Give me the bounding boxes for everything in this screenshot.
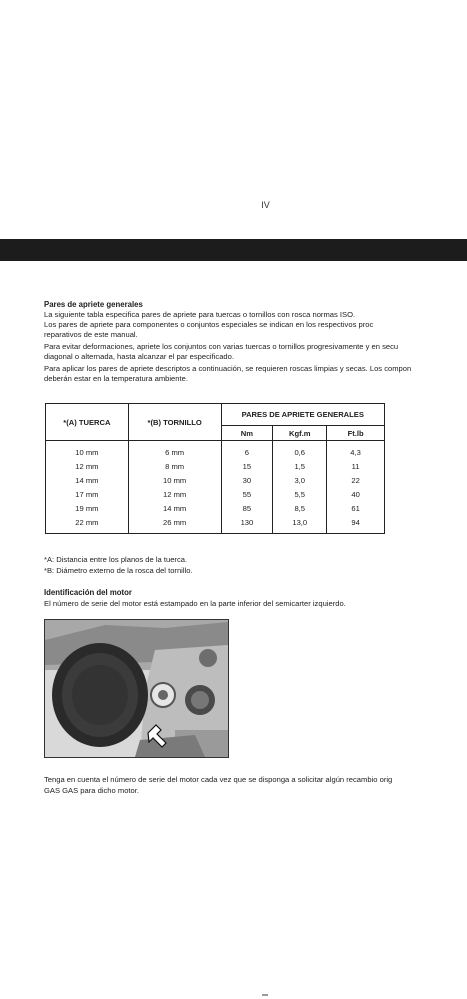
engine-id-heading: Identificación del motor bbox=[44, 588, 132, 597]
table-cell: 10 mm bbox=[46, 441, 129, 460]
footer-line: GAS GAS para dicho motor. bbox=[44, 786, 139, 795]
table-cell: 13,0 bbox=[273, 515, 327, 534]
table-cell: 26 mm bbox=[128, 515, 221, 534]
general-torque-line: deberán estar en la temperatura ambiente. bbox=[44, 374, 188, 383]
page-number: IV bbox=[261, 200, 270, 210]
table-cell: 55 bbox=[221, 487, 273, 501]
general-torque-line: Para aplicar los pares de apriete descriptos a continuación, se requieren roscas limpias y secas. Los compon bbox=[44, 364, 412, 373]
table-cell: 10 mm bbox=[128, 473, 221, 487]
general-torque-line: reparativos de este manual. bbox=[44, 330, 138, 339]
table-row bbox=[46, 501, 385, 515]
column-header-nut: *(A) TUERCA bbox=[46, 404, 129, 441]
table-cell: 30 bbox=[221, 473, 273, 487]
table-cell: 61 bbox=[327, 501, 385, 515]
table-cell: 8,5 bbox=[273, 501, 327, 515]
table-cell: 1,5 bbox=[273, 459, 327, 473]
table-cell: 4,3 bbox=[327, 441, 385, 460]
table-cell: 8 mm bbox=[128, 459, 221, 473]
general-torque-line: Para evitar deformaciones, apriete los conjuntos con varias tuercas o tornillos progresivamente y en secu bbox=[44, 342, 399, 351]
general-torque-heading: Pares de apriete generales bbox=[44, 300, 143, 309]
table-cell: 94 bbox=[327, 515, 385, 534]
table-cell: 14 mm bbox=[46, 473, 129, 487]
table-cell: 3,0 bbox=[273, 473, 327, 487]
column-group-header: PARES DE APRIETE GENERALES bbox=[221, 404, 385, 426]
general-torque-line: Los pares de apriete para componentes o conjuntos especiales se indican en los respectivos proc bbox=[44, 320, 374, 329]
table-cell: 14 mm bbox=[128, 501, 221, 515]
table-row bbox=[46, 515, 385, 534]
table-cell: 17 mm bbox=[46, 487, 129, 501]
section-divider-band bbox=[0, 239, 467, 261]
general-torque-line: diagonal o alternada, hasta alcanzar el par especificado. bbox=[44, 352, 234, 361]
table-cell: 12 mm bbox=[128, 487, 221, 501]
table-cell: 6 bbox=[221, 441, 273, 460]
table-cell: 11 bbox=[327, 459, 385, 473]
column-header-nm: Nm bbox=[221, 426, 273, 441]
table-cell: 0,6 bbox=[273, 441, 327, 460]
table-cell: 85 bbox=[221, 501, 273, 515]
torque-table bbox=[45, 403, 385, 534]
general-torque-line: La siguiente tabla especifica pares de apriete para tuercas o tornillos con rosca normas ISO. bbox=[44, 310, 356, 319]
table-cell: 19 mm bbox=[46, 501, 129, 515]
column-header-kgfm: Kgf.m bbox=[273, 426, 327, 441]
table-cell: 22 mm bbox=[46, 515, 129, 534]
table-cell: 40 bbox=[327, 487, 385, 501]
table-cell: 22 bbox=[327, 473, 385, 487]
table-cell: 6 mm bbox=[128, 441, 221, 460]
column-header-bolt: *(B) TORNILLO bbox=[128, 404, 221, 441]
column-header-ftlb: Ft.lb bbox=[327, 426, 385, 441]
engine-id-text: El número de serie del motor está estampado en la parte inferior del semicarter izquierdo. bbox=[44, 599, 346, 608]
table-note: *A: Distancia entre los planos de la tuerca. bbox=[44, 555, 188, 564]
table-row bbox=[46, 459, 385, 473]
table-row bbox=[46, 473, 385, 487]
table-cell: 130 bbox=[221, 515, 273, 534]
table-note: *B: Diámetro externo de la rosca del tornillo. bbox=[44, 566, 193, 575]
table-row bbox=[46, 487, 385, 501]
table-cell: 15 bbox=[221, 459, 273, 473]
footer-line: Tenga en cuenta el número de serie del motor cada vez que se disponga a solicitar algún recambio orig bbox=[44, 775, 393, 784]
engine-photo bbox=[44, 619, 229, 758]
table-cell: 5,5 bbox=[273, 487, 327, 501]
table-row bbox=[46, 441, 385, 460]
table-cell: 12 mm bbox=[46, 459, 129, 473]
bottom-page-mark bbox=[262, 994, 268, 996]
